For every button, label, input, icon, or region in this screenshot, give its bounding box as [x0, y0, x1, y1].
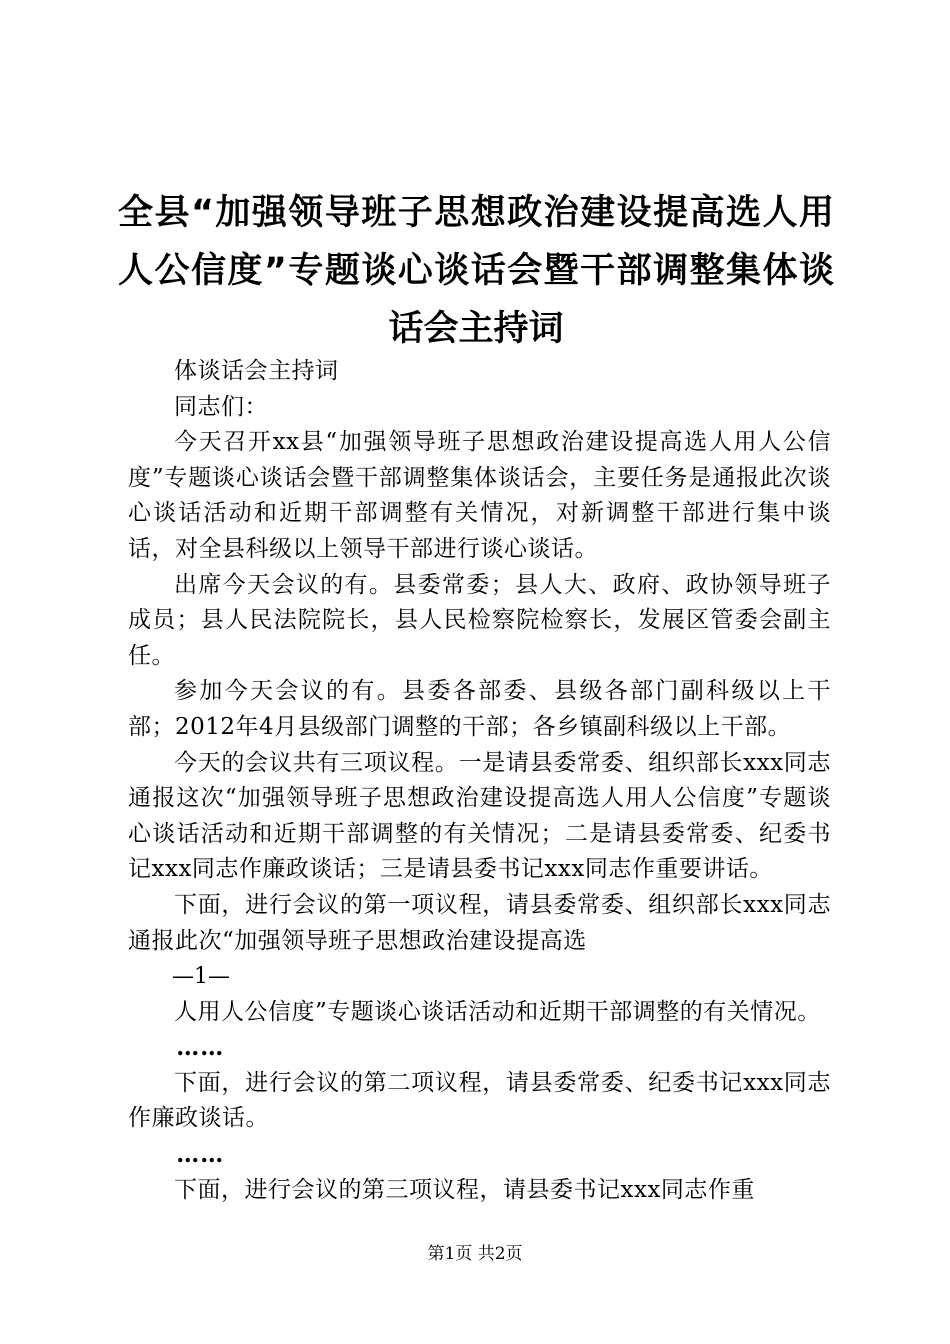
- paragraph-agenda: 今天的会议共有三项议程。一是请县委常委、组织部长xxx同志通报这次“加强领导班子思想政治建设提高选人用人公信度”专题谈心谈话活动和近期干部调整的有关情况；二是请县委常委、纪委书记xxx同志作廉政谈话；三是请县委书记xxx同志作重要讲话。: [128, 749, 831, 883]
- ellipsis-1: ……: [176, 1034, 225, 1062]
- page-footer: 第1页 共2页: [427, 1244, 523, 1264]
- paragraph-attendees-present: 出席今天会议的有。县委常委；县人大、政府、政协领导班子成员；县人民法院院长，县人民检察院检察长，发展区管委会副主任。: [128, 571, 831, 669]
- page-number-marker: —1—: [172, 964, 230, 990]
- paragraph-agenda-item-2: 下面，进行会议的第二项议程，请县委常委、纪委书记xxx同志作廉政谈话。: [128, 1069, 831, 1132]
- paragraph-salutation: 同志们：: [174, 393, 268, 420]
- document-body: [128, 354, 831, 1208]
- ellipsis-2: ……: [176, 1141, 225, 1169]
- paragraph-agenda-item-1: 下面，进行会议的第一项议程，请县委常委、组织部长xxx同志通报此次“加强领导班子思想政治建设提高选: [128, 891, 831, 954]
- paragraph-subtitle-fragment: 体谈话会主持词: [174, 358, 339, 384]
- paragraph-agenda-item-1-continued: 人用人公信度”专题谈心谈话活动和近期干部调整的有关情况。: [174, 998, 821, 1025]
- document-title: 全县“加强领导班子思想政治建设提高选人用人公信度”专题谈心谈话会暨干部调整集体谈话会主持词: [118, 193, 834, 349]
- paragraph-attendees-participating: 参加今天会议的有。县委各部委、县级各部门副科级以上干部；2012年4月县级部门调整的干部；各乡镇副科级以上干部。: [128, 678, 831, 740]
- paragraph-purpose: 今天召开xx县“加强领导班子思想政治建设提高选人用人公信度”专题谈心谈话会暨干部调整集体谈话会，主要任务是通报此次谈心谈话活动和近期干部调整有关情况，对新调整干部进行集中谈话，对全县科级以上领导干部进行谈心谈话。: [128, 429, 831, 562]
- paragraph-agenda-item-3: 下面，进行会议的第三项议程，请县委书记xxx同志作重: [174, 1176, 755, 1203]
